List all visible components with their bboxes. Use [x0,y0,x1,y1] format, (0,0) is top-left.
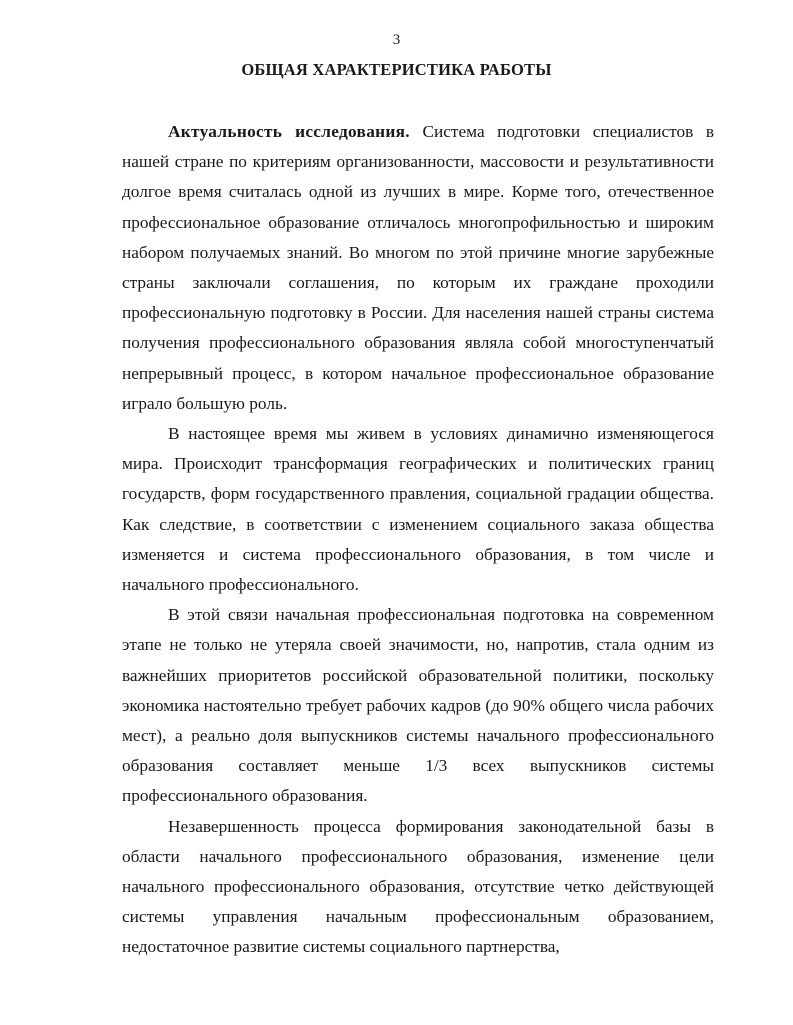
page-title: ОБЩАЯ ХАРАКТЕРИСТИКА РАБОТЫ [241,60,552,79]
paragraph-text: В настоящее время мы живем в условиях динамично изменяющегося мира. Происходит трансформация географических и политических границ государств, форм государственного правления, социальной градации общества. Как следствие, в соответствии с изменением социального заказа общества изменяется и система профессионального образования, в том числе и начального профессионального. [122,424,714,595]
paragraph-text: В этой связи начальная профессиональная подготовка на современном этапе не только не утеряла своей значимости, но, напротив, стала одним из важнейших приоритетов российской образовательной политики, поскольку экономика настоятельно требует рабочих кадров (до 90% общего числа рабочих мест), а реально доля выпускников системы начального профессионального образования составляет меньше 1/3 всех выпускников системы профессионального образования. [122,605,714,806]
paragraph-current-conditions [122,419,714,600]
paragraph-lead: Актуальность исследования. [168,122,410,141]
page-number: 3 [392,32,401,48]
paragraph-text: Незавершенность процесса формирования законодательной базы в области начального профессионального образования, изменение цели начального профессионального образования, отсутствие четко действующей системы управления начальным профессиональным образованием, недостаточное развитие системы социального партнерства, [122,816,714,957]
body-text [122,117,714,963]
paragraph-legislative-base [122,812,714,963]
paragraph-relevance [122,117,714,419]
paragraph-text: Система подготовки специалистов в нашей стране по критериям организованности, массовости и результативности долгое время считалась одной из лучших в мире. Корме того, отечественное профессиональное образование отличалось многопрофильностью и широким набором получаемых знаний. Во многом по этой причине многие зарубежные страны заключали соглашения, по которым их граждане проходили профессиональную подготовку в России. Для населения нашей страны система получения профессионального образования являла собой многоступенчатый непрерывный процесс, в котором начальное профессиональное образование играло большую роль. [122,122,714,413]
paragraph-vocational-training [122,600,714,811]
